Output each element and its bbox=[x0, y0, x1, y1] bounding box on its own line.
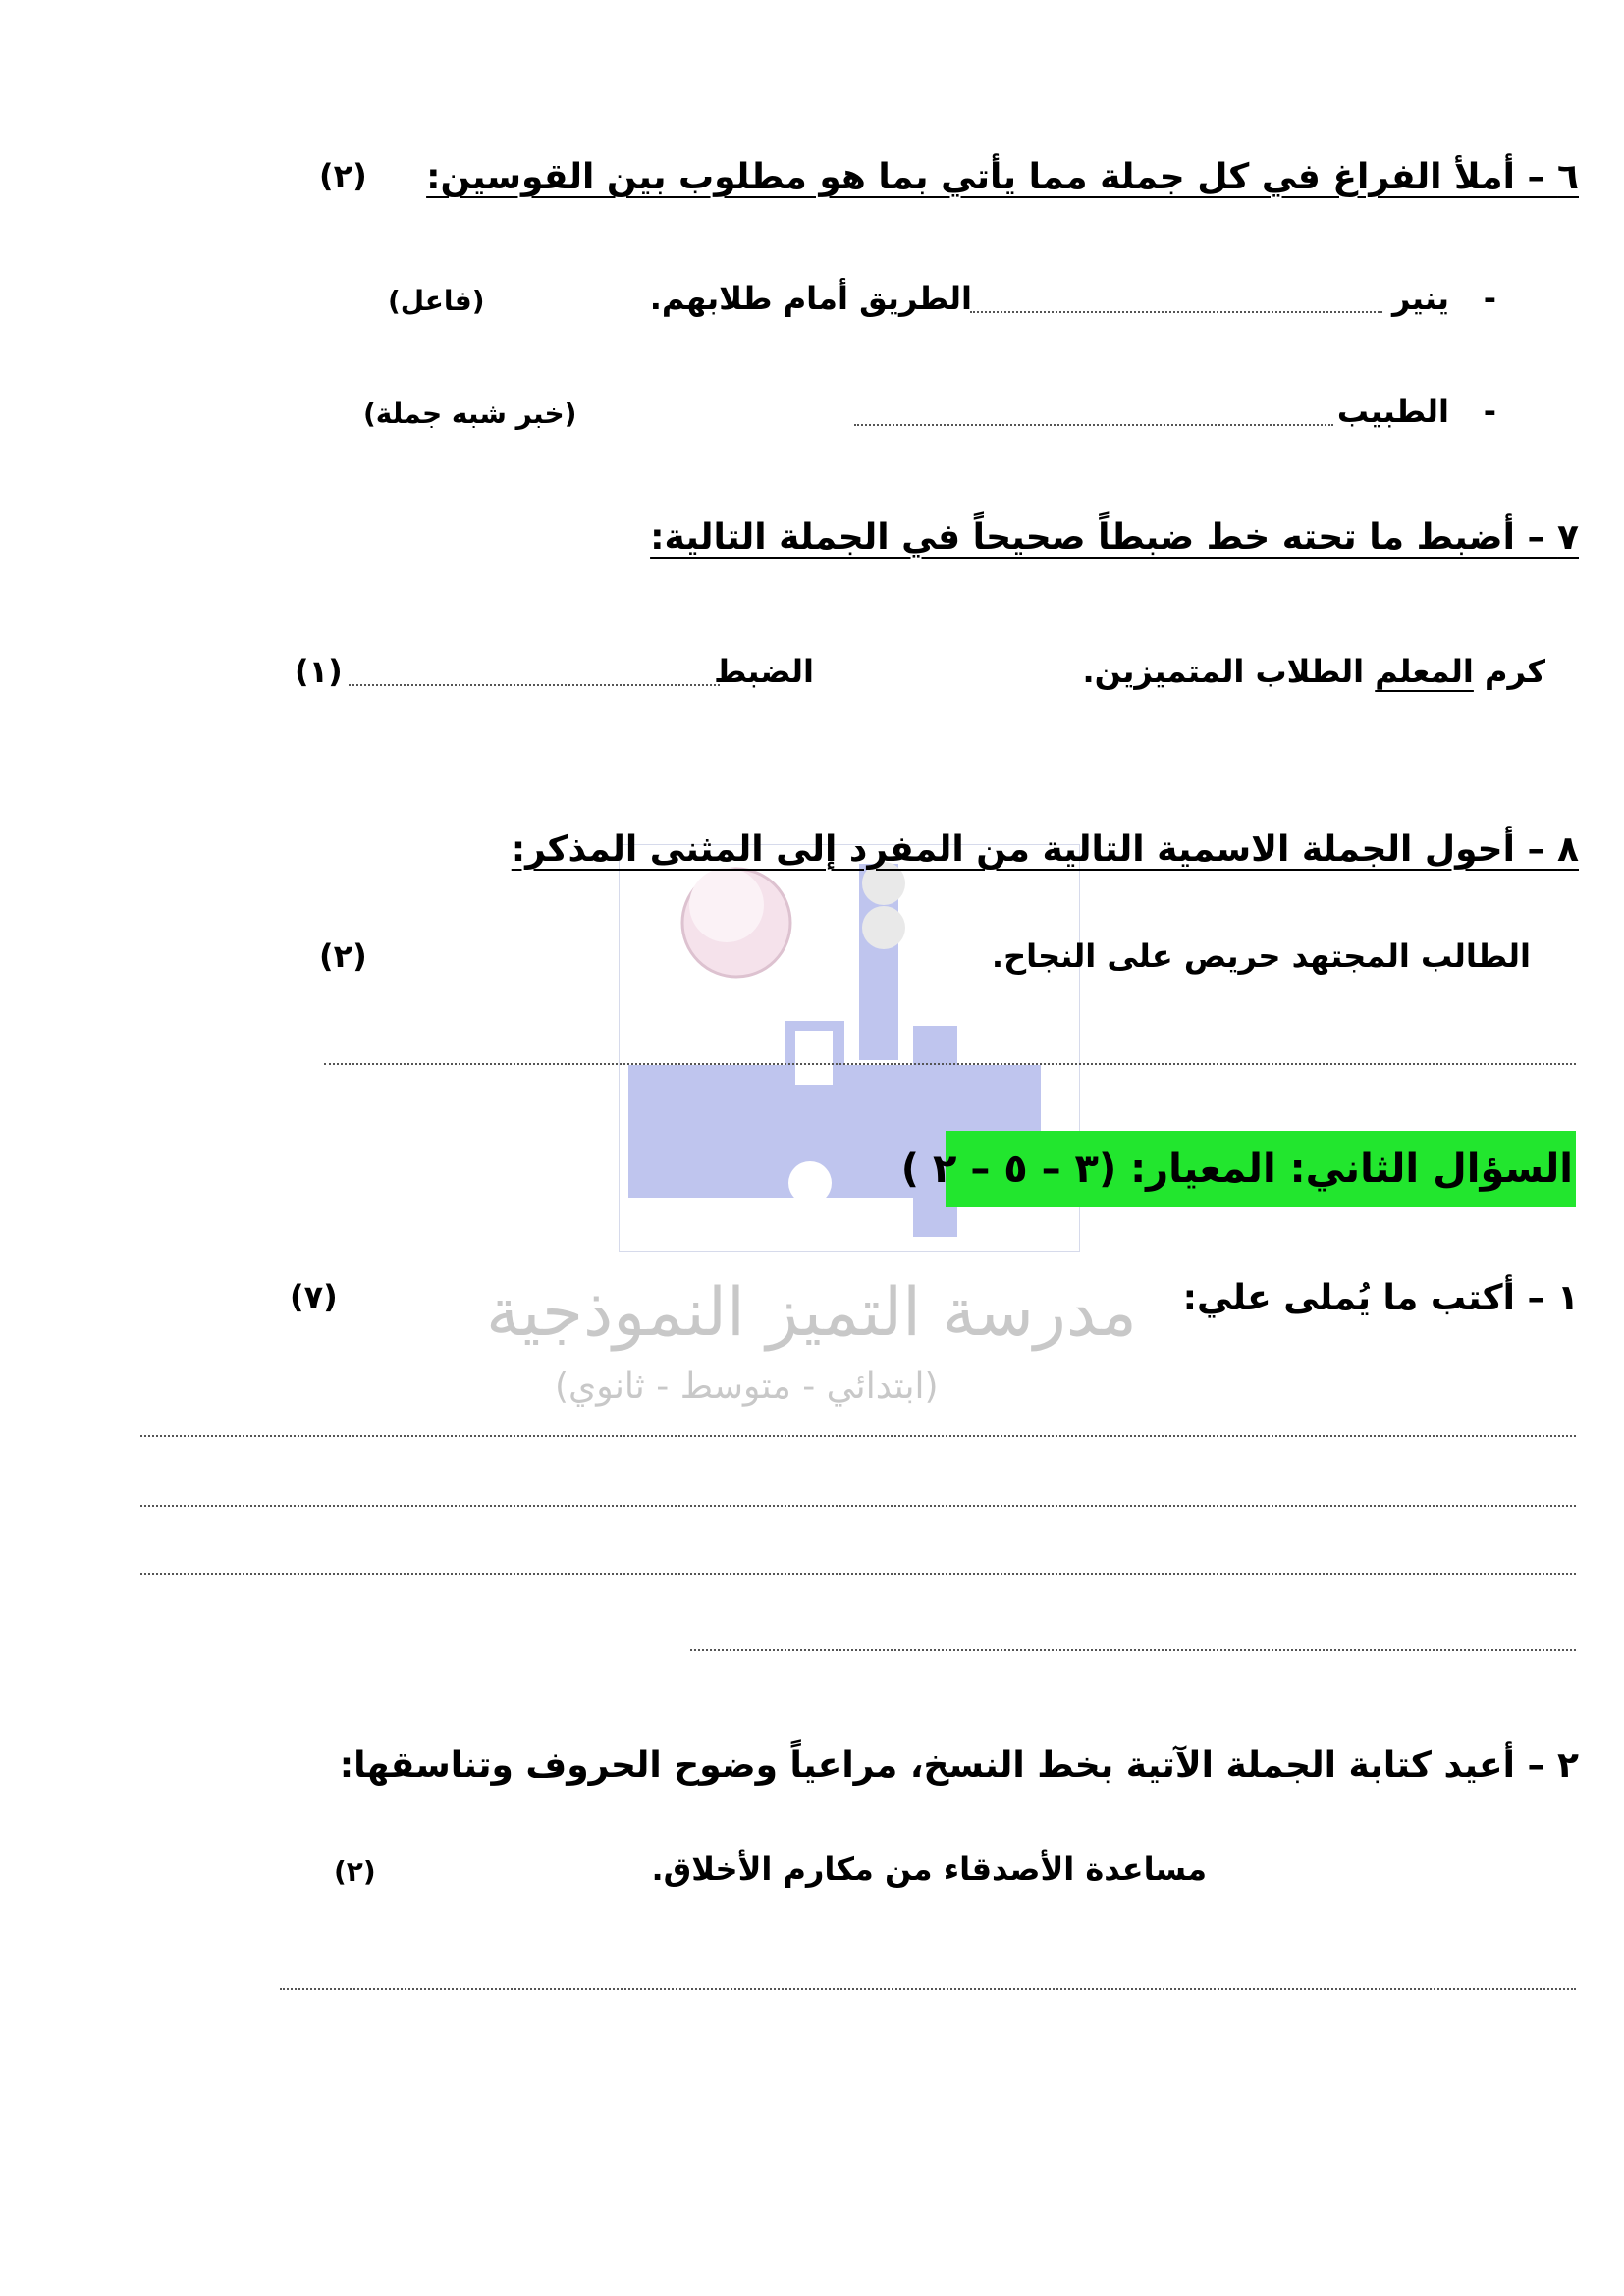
q6-mark: (٢) bbox=[319, 157, 367, 194]
q6-heading: ٦ – أملأ الفراغ في كل جملة مما يأتي بما هو مطلوب بين القوسين: bbox=[426, 157, 1579, 197]
q8-sentence: الطالب المجتهد حريص على النجاح. bbox=[991, 937, 1531, 975]
s2q1-line-1[interactable] bbox=[140, 1435, 1576, 1437]
q8-mark: (٢) bbox=[319, 937, 367, 975]
s2q1-line-4[interactable] bbox=[690, 1649, 1576, 1651]
q7-heading: ٧ – أضبط ما تحته خط ضبطاً صحيحاً في الجملة التالية: bbox=[650, 517, 1579, 558]
q6-item2-bullet: - bbox=[1483, 393, 1496, 430]
q7-sentence-end: الطلاب المتميزين. bbox=[1082, 653, 1376, 690]
q7-label: الضبط bbox=[714, 653, 814, 690]
q6-item1-blank[interactable] bbox=[970, 311, 1382, 313]
watermark-school-name: مدرسة التميز النموذجية bbox=[486, 1274, 1137, 1352]
s2q1-mark: (٧) bbox=[290, 1278, 338, 1315]
q6-item1-before: ينير bbox=[1391, 280, 1449, 317]
s2q2-heading: ٢ – أعيد كتابة الجملة الآتية بخط النسخ، مراعياً وضوح الحروف وتناسقها: bbox=[339, 1745, 1579, 1786]
q6-item1-hint: (فاعل) bbox=[388, 285, 485, 317]
q8-heading: ٨ – أحول الجملة الاسمية التالية من المفرد إلى المثنى المذكر: bbox=[511, 829, 1579, 870]
q6-item2-blank[interactable] bbox=[854, 424, 1333, 426]
q7-mark: (١) bbox=[295, 653, 343, 690]
watermark-school-levels: (ابتدائي - متوسط - ثانوي) bbox=[555, 1366, 939, 1407]
q6-item2-hint: (خبر شبه جملة) bbox=[363, 398, 577, 430]
q6-item1-bullet: - bbox=[1483, 280, 1496, 317]
s2q1-line-3[interactable] bbox=[140, 1573, 1576, 1575]
s2q1-line-2[interactable] bbox=[140, 1505, 1576, 1507]
s2q1-heading: ١ – أكتب ما يُملى علي: bbox=[1182, 1278, 1579, 1318]
q7-sentence-start: كرم bbox=[1473, 653, 1545, 690]
q7-sentence-underlined: المعلم bbox=[1375, 653, 1474, 690]
s2q2-sentence: مساعدة الأصدقاء من مكارم الأخلاق. bbox=[651, 1850, 1207, 1888]
section2-title: السؤال الثاني: المعيار: (٣ – ٥ – ٢ ) bbox=[900, 1147, 1573, 1192]
s2q2-mark: (٢) bbox=[334, 1855, 376, 1888]
q7-answer-blank[interactable] bbox=[349, 684, 720, 686]
q6-item2-before: الطبيب bbox=[1336, 393, 1449, 430]
q8-answer-line[interactable] bbox=[324, 1063, 1576, 1065]
q6-item1-after: الطريق أمام طلابهم. bbox=[649, 280, 972, 317]
s2q2-answer-line[interactable] bbox=[280, 1988, 1576, 1990]
q7-sentence bbox=[1082, 653, 1545, 690]
